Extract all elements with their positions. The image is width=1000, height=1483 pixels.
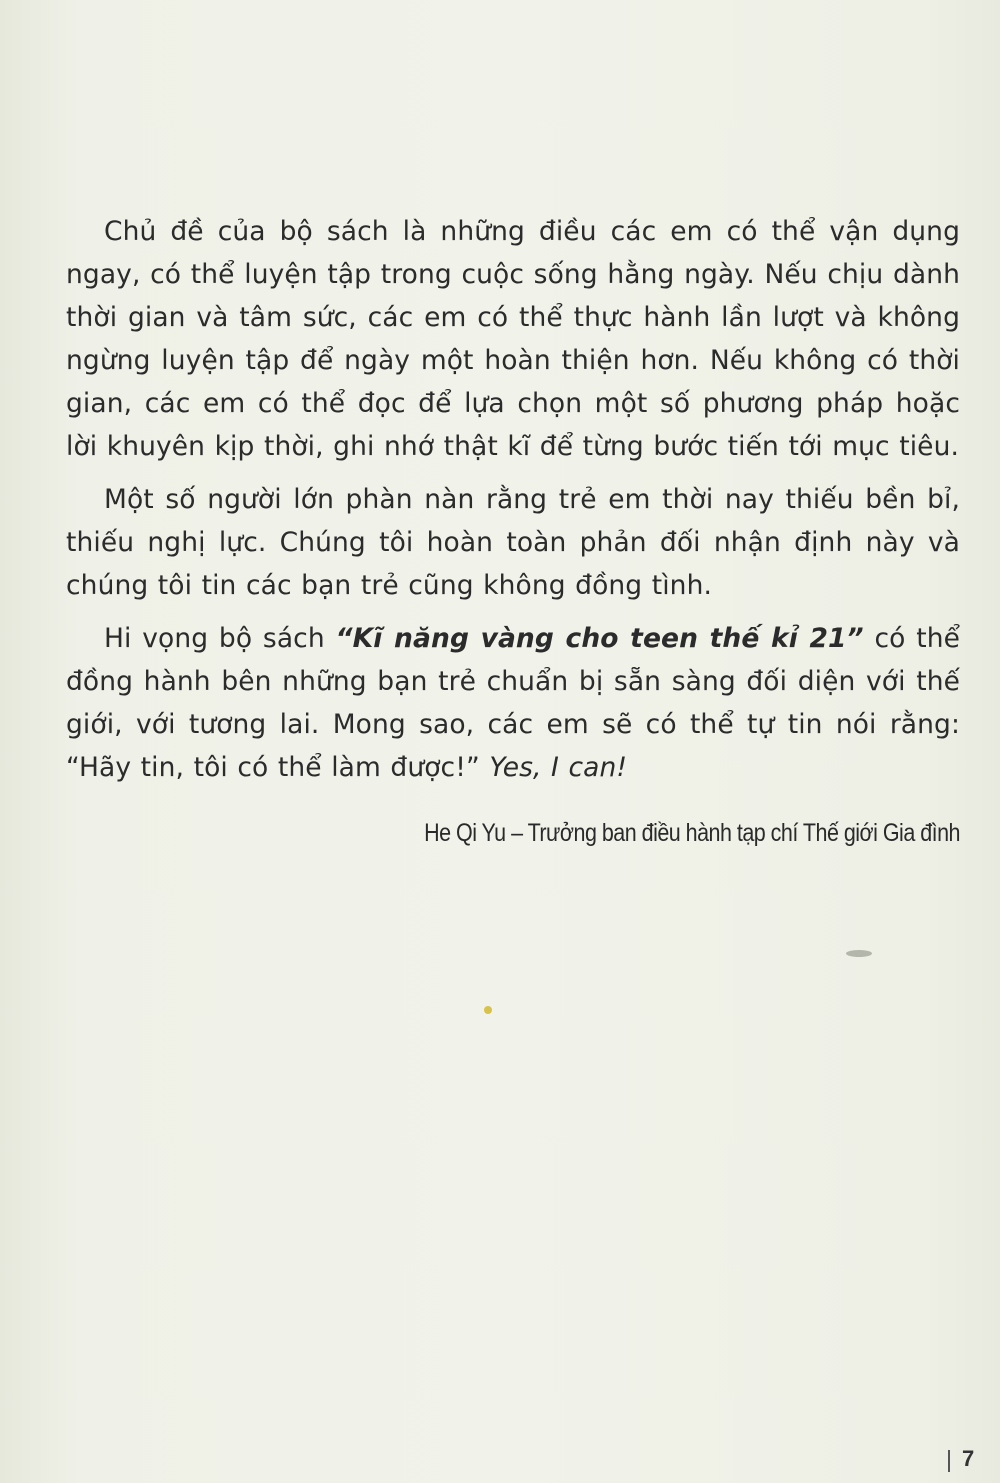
english-phrase: Yes, I can! (489, 752, 628, 783)
paper-speck (846, 950, 872, 957)
footer-divider (948, 1450, 950, 1472)
page-footer (940, 1446, 1000, 1476)
main-text (66, 210, 960, 848)
paragraph-2: Một số người lớn phàn nàn rằng trẻ em thời nay thiếu bền bỉ, thiếu nghị lực. Chúng tôi hoàn toàn phản đối nhận định này và chúng tôi tin các bạn trẻ cũng không đồng tình. (66, 484, 960, 601)
paragraph-3 (66, 617, 960, 789)
paragraph-1: Chủ đề của bộ sách là những điều các em có thể vận dụng ngay, có thể luyện tập trong cuộc sống hằng ngày. Nếu chịu dành thời gian và tâm sức, các em có thể thực hành lần lượt và không ngừng luyện tập để ngày một hoàn thiện hơn. Nếu không có thời gian, các em có thể đọc để lựa chọn một số phương pháp hoặc lời khuyên kịp thời, ghi nhớ thật kĩ để từng bước tiến tới mục tiêu. (66, 216, 960, 462)
paragraph-3-body: có thể đồng hành bên những bạn trẻ chuẩn bị sẵn sàng đối diện với thế giới, với tương lai. Mong sao, các em sẽ có thể tự tin nói rằng: “Hãy tin, tôi có thể làm được!” (66, 623, 960, 783)
paper-speck (484, 1006, 492, 1014)
paragraph-3-intro: Hi vọng bộ sách (104, 623, 336, 654)
author-signature: He Qi Yu – Trưởng ban điều hành tạp chí Thế giới Gia đình (424, 819, 961, 847)
page-number: 7 (962, 1446, 975, 1471)
book-series-title: “Kĩ năng vàng cho teen thế kỉ 21” (335, 623, 864, 654)
